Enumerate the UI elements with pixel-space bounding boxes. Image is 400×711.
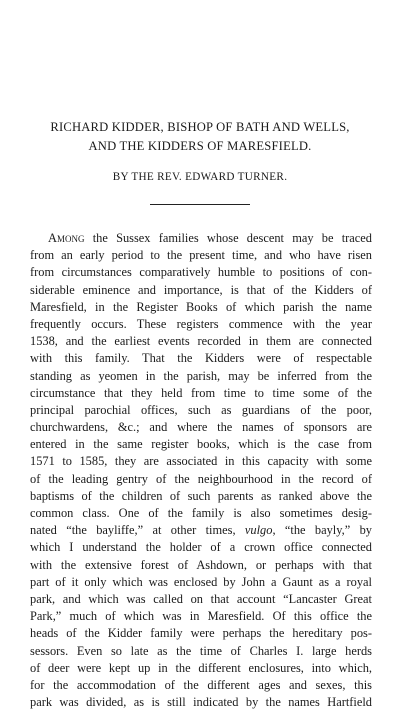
text-line: entered in the same register books, which is the case from [30, 437, 372, 452]
text-line: churchwardens, &c.; and where the names of sponsors are [30, 420, 372, 435]
text-line: standing as yeomen in the parish, may be inferred from the [30, 368, 372, 383]
text-line: from circumstances comparatively humble to positions of con- [30, 265, 372, 280]
text-line: for the accommodation of the different ages and sexes, this [30, 677, 372, 692]
title-divider [150, 204, 250, 205]
text-line: with the extensive forest of Ashdown, or perhaps with that [30, 557, 372, 572]
text-line: siderable eminence and importance, is that of the Kidders of [30, 282, 372, 297]
text-line: sessors. Even so late as the time of Charles I. large herds [30, 643, 372, 658]
text-line: 1571 to 1585, they are associated in this capacity with some [30, 454, 372, 469]
article-title-line-2: AND THE KIDDERS OF MARESFIELD. [88, 139, 312, 153]
text-line: nated “the bayliffe,” at other times, vulgo, “the bayly,” by [30, 523, 372, 538]
text-line: of deer were kept up in the different enclosures, into which, [30, 660, 372, 675]
body-paragraph [30, 230, 372, 711]
text-line: Among the Sussex families whose descent may be traced [48, 231, 372, 245]
text-line: which I understand the holder of a crown office connected [30, 540, 372, 555]
text-line: Park,” much of which was in Maresfield. Of this office the [30, 609, 372, 624]
text-line: Maresfield, in the Register Books of which parish the name [30, 299, 372, 314]
opening-word: Among [48, 231, 85, 245]
text-line: heads of the Kidder family were perhaps the hereditary pos- [30, 626, 372, 641]
text-line: park, and which was called on that account “Lancaster Great [30, 591, 372, 606]
author-byline: BY THE REV. EDWARD TURNER. [112, 171, 288, 183]
text-line: of the leading gentry of the neighbourhood in the record of [30, 471, 372, 486]
text-line: circumstance that they held from time to time some of the [30, 385, 372, 400]
article-title-line-1: RICHARD KIDDER, BISHOP OF BATH AND WELLS, [50, 120, 350, 134]
text-line: from an early period to the present time, and who have risen [30, 248, 372, 263]
text-line: frequently occurs. These registers commence with the year [30, 316, 372, 331]
text-line: baptisms of the children of such parents as ranked above the [30, 488, 372, 503]
text-line: common class. One of the family is also sometimes desig- [30, 506, 372, 520]
text-line: with this family. That the Kidders were of respectable [30, 351, 372, 366]
text-line: principal parochial offices, such as guardians of the poor, [30, 402, 372, 417]
text-line: 1538, and the earliest events recorded in them are connected [30, 334, 372, 349]
text-line: part of it only which was enclosed by John a Gaunt as a royal [30, 574, 372, 589]
italic-word: vulgo [244, 523, 273, 538]
text-line: park was divided, as is still indicated by the names Hartfield [30, 695, 372, 710]
